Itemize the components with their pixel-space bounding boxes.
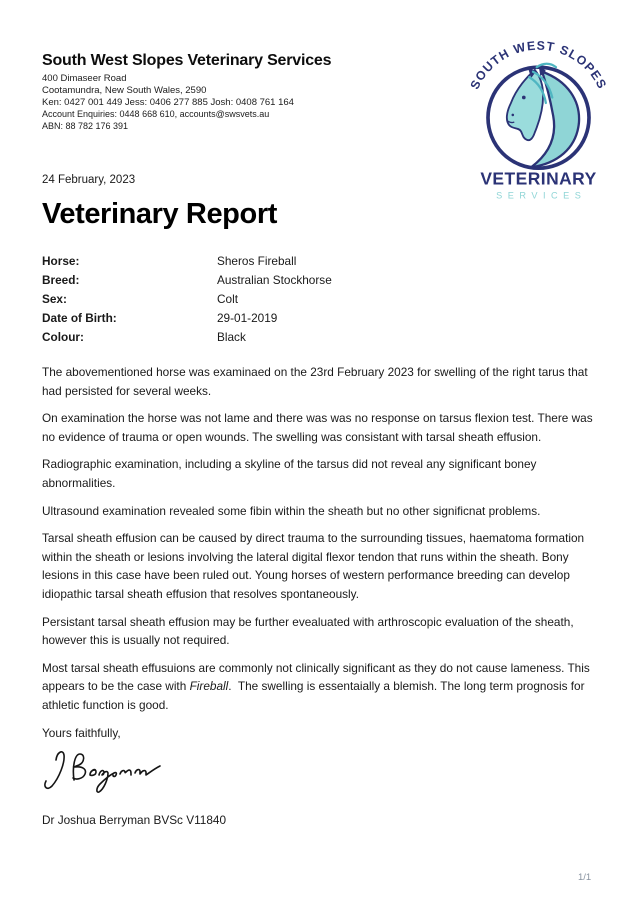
accounts-line: Account Enquiries: 0448 668 610, accounts@swsvets.au — [42, 109, 270, 119]
paragraph-causes: Tarsal sheath effusion can be caused by direct trauma to the surrounding tissues, haematoma formation within the sheath or lesions involving the lateral digital flexor tendon that runs within the sheath. Bony lesions in this case have been ruled out. Young horses of western performance breeding can develop idiopathic tarsal sheath effusion that resolves spontaneously. — [42, 531, 588, 601]
address-line-1: 400 Dimaseer Road — [42, 73, 127, 84]
report-date: 24 February, 2023 — [42, 174, 136, 186]
detail-value: Sheros Fireball — [217, 254, 297, 268]
detail-row-horse — [42, 252, 598, 271]
signature — [42, 746, 598, 803]
detail-label: Breed: — [42, 273, 80, 287]
detail-label: Sex: — [42, 292, 67, 306]
prognosis-text-before: Most tarsal sheath effusuions are commonly not clinically significant as they do not cause lameness. This appears to be the case with — [42, 660, 594, 694]
report-title: Veterinary Report — [42, 198, 277, 230]
prognosis-text-after: . The swelling is essentaially a blemish. The long term prognosis for athletic function is good. — [42, 679, 588, 712]
page-number: 1/1 — [578, 872, 592, 883]
report-body — [42, 174, 598, 830]
letterhead — [42, 52, 331, 132]
horse-nostril — [512, 114, 515, 117]
address-line-2: Cootamundra, New South Wales, 2590 — [42, 85, 207, 96]
paragraph-examination-reason: The abovementioned horse was examinaed on the 23rd February 2023 for swelling of the right tarus that had persisted for several weeks. — [42, 365, 591, 398]
horse-details — [42, 252, 598, 347]
signature-handwriting — [42, 746, 174, 798]
detail-value: Australian Stockhorse — [217, 273, 332, 287]
detail-row-sex — [42, 290, 598, 309]
horse-name-italic: Fireball — [189, 679, 229, 694]
logo-veterinary-text: VETERINARY — [480, 168, 597, 189]
logo-services-text: SERVICES — [496, 190, 587, 201]
paragraph-persistent: Persistant tarsal sheath effusion may be further evealuated with arthroscopic evaluation of the sheath, however this is usually not required. — [42, 614, 577, 648]
paragraph-radiographic: Radiographic examination, including a skyline of the tarsus did not reveal any significant boney abnormalities. — [42, 457, 540, 490]
horse-eye — [522, 96, 526, 100]
signatory-name: Dr Joshua Berryman BVSc V11840 — [42, 813, 227, 828]
detail-value: Black — [217, 330, 246, 344]
logo-arc-text: SOUTH WEST SLOPES — [467, 38, 610, 92]
detail-label: Colour: — [42, 330, 84, 344]
detail-label: Horse: — [42, 254, 80, 268]
abn-line: ABN: 88 782 176 391 — [42, 120, 129, 131]
detail-value: 29-01-2019 — [217, 311, 278, 325]
detail-row-dob — [42, 309, 598, 328]
detail-label: Date of Birth: — [42, 311, 117, 325]
detail-value: Colt — [217, 292, 238, 306]
detail-row-colour — [42, 328, 598, 347]
paragraph-examination-findings: On examination the horse was not lame and there was was no response on tarsus flexion test. There was no evidence of trauma or open wounds. The swelling was consistant with tarsal sheath effusion. — [42, 411, 596, 444]
valediction: Yours faithfully, — [42, 725, 121, 740]
paragraph-prognosis — [42, 659, 598, 715]
detail-row-breed — [42, 271, 598, 290]
horse-head — [507, 70, 543, 140]
phone-line: Ken: 0427 001 449 Jess: 0406 277 885 Josh: 0408 761 164 — [42, 97, 294, 108]
company-name: South West Slopes Veterinary Services — [42, 52, 332, 69]
paragraph-ultrasound: Ultrasound examination revealed some fibin within the sheath but no other significnat problems. — [42, 503, 541, 518]
